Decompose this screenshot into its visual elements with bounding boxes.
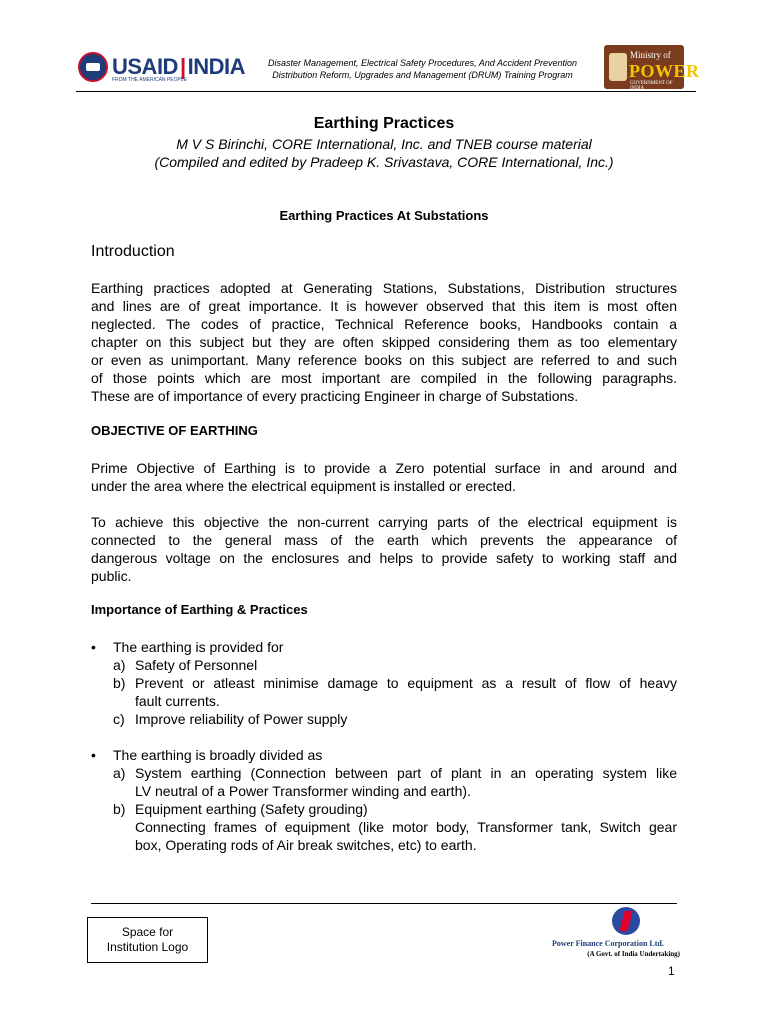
ministry-power-text: POWER bbox=[629, 61, 700, 81]
logo-box-line: Space for bbox=[121, 925, 174, 939]
ministry-top-text: Ministry of bbox=[630, 50, 671, 60]
intro-line: neglected. The codes of practice, Technical Reference books, Handbooks contain a bbox=[91, 316, 677, 332]
ministry-of-power-logo bbox=[604, 45, 700, 91]
list-marker: b) bbox=[113, 801, 126, 817]
pfc-logo bbox=[552, 905, 680, 963]
program-line-1: Disaster Management, Electrical Safety Procedures, And Accident Prevention bbox=[268, 58, 577, 68]
importance-heading: Importance of Earthing & Practices bbox=[91, 602, 308, 617]
usaid-wordmark bbox=[112, 56, 245, 78]
usaid-separator: | bbox=[179, 54, 186, 79]
intro-line: and lines are of great importance. It is however observed that this item is most often bbox=[91, 298, 677, 314]
list-item-text: Improve reliability of Power supply bbox=[135, 711, 348, 727]
pfc-subtitle: (A Govt. of India Undertaking) bbox=[587, 950, 680, 958]
objective-heading: OBJECTIVE OF EARTHING bbox=[91, 423, 258, 438]
objective-line: dangerous voltage on the enclosures and helps to provide safety to working staff and bbox=[91, 550, 677, 566]
bullet-icon: • bbox=[91, 639, 96, 655]
pfc-name: Power Finance Corporation Ltd. bbox=[552, 939, 664, 948]
institution-logo-placeholder bbox=[87, 917, 208, 963]
logo-box-line: Institution Logo bbox=[106, 940, 189, 954]
intro-line: chapter on this subject but they are often skipped considering them as too elementary bbox=[91, 334, 677, 350]
section-title: Earthing Practices At Substations bbox=[279, 208, 489, 223]
list-item-text: Safety of Personnel bbox=[135, 657, 258, 673]
objective-paragraph-1 bbox=[91, 459, 677, 495]
usaid-tagline: FROM THE AMERICAN PEOPLE bbox=[112, 77, 187, 83]
intro-line: These are of importance of every practicing Engineer in charge of Substations. bbox=[91, 388, 579, 404]
objective-line: connected to the general mass of the earth which prevents the appearance of bbox=[91, 532, 677, 548]
list-item-text: Equipment earthing (Safety grouding) bbox=[135, 801, 368, 817]
list-item-text: Prevent or atleast minimise damage to equipment as a result of flow of heavy bbox=[135, 675, 677, 691]
objective-line: under the area where the electrical equipment is installed or erected. bbox=[91, 478, 516, 494]
list-item-text: Connecting frames of equipment (like motor body, Transformer tank, Switch gear bbox=[135, 819, 677, 835]
list-item-text: System earthing (Connection between part of plant in an operating system like bbox=[135, 765, 677, 781]
compiled-line: (Compiled and edited by Pradeep K. Srivastava, CORE International, Inc.) bbox=[154, 154, 614, 170]
bullet-text: The earthing is provided for bbox=[113, 639, 284, 655]
footer-divider bbox=[91, 903, 677, 904]
list-marker: b) bbox=[113, 675, 126, 691]
objective-line: Prime Objective of Earthing is to provide a Zero potential surface in and around and bbox=[91, 460, 677, 476]
usaid-seal-icon bbox=[78, 52, 108, 82]
intro-heading: Introduction bbox=[91, 243, 175, 260]
bullet-icon: • bbox=[91, 747, 96, 763]
header-divider bbox=[76, 91, 696, 92]
authors-line: M V S Birinchi, CORE International, Inc. and TNEB course material bbox=[176, 136, 592, 152]
intro-line: Earthing practices adopted at Generating Stations, Substations, Distribution structures bbox=[91, 280, 677, 296]
intro-paragraph bbox=[91, 279, 677, 405]
intro-line: or even as unimportant. Many reference books on this subject are referred to and such bbox=[91, 352, 677, 368]
ministry-bottom-text: GOVERNMENT OF INDIA bbox=[630, 81, 673, 91]
list-item-text: box, Operating rods of Air break switches, etc) to earth. bbox=[135, 837, 477, 853]
list-marker: a) bbox=[113, 657, 126, 673]
objective-line: To achieve this objective the non-current carrying parts of the electrical equipment is bbox=[91, 514, 677, 530]
national-emblem-icon bbox=[609, 53, 627, 81]
program-header bbox=[250, 57, 595, 81]
usaid-word: USAID bbox=[112, 54, 178, 79]
pfc-emblem-icon bbox=[612, 907, 640, 935]
list-marker: c) bbox=[113, 711, 125, 727]
india-word: INDIA bbox=[187, 54, 245, 79]
objective-paragraph-2 bbox=[91, 513, 677, 585]
list-item-text: fault currents. bbox=[135, 693, 220, 709]
program-line-2: Distribution Reform, Upgrades and Management (DRUM) Training Program bbox=[272, 70, 573, 80]
list-marker: a) bbox=[113, 765, 126, 781]
usaid-india-logo bbox=[78, 50, 246, 84]
bullet-text: The earthing is broadly divided as bbox=[113, 747, 323, 763]
objective-line: public. bbox=[91, 568, 132, 584]
list-item-text: LV neutral of a Power Transformer winding and earth). bbox=[135, 783, 471, 799]
document-title: Earthing Practices bbox=[313, 115, 455, 132]
intro-line: of those points which are most important are compiled in the following paragraphs. bbox=[91, 370, 677, 386]
page-number: 1 bbox=[668, 964, 675, 978]
